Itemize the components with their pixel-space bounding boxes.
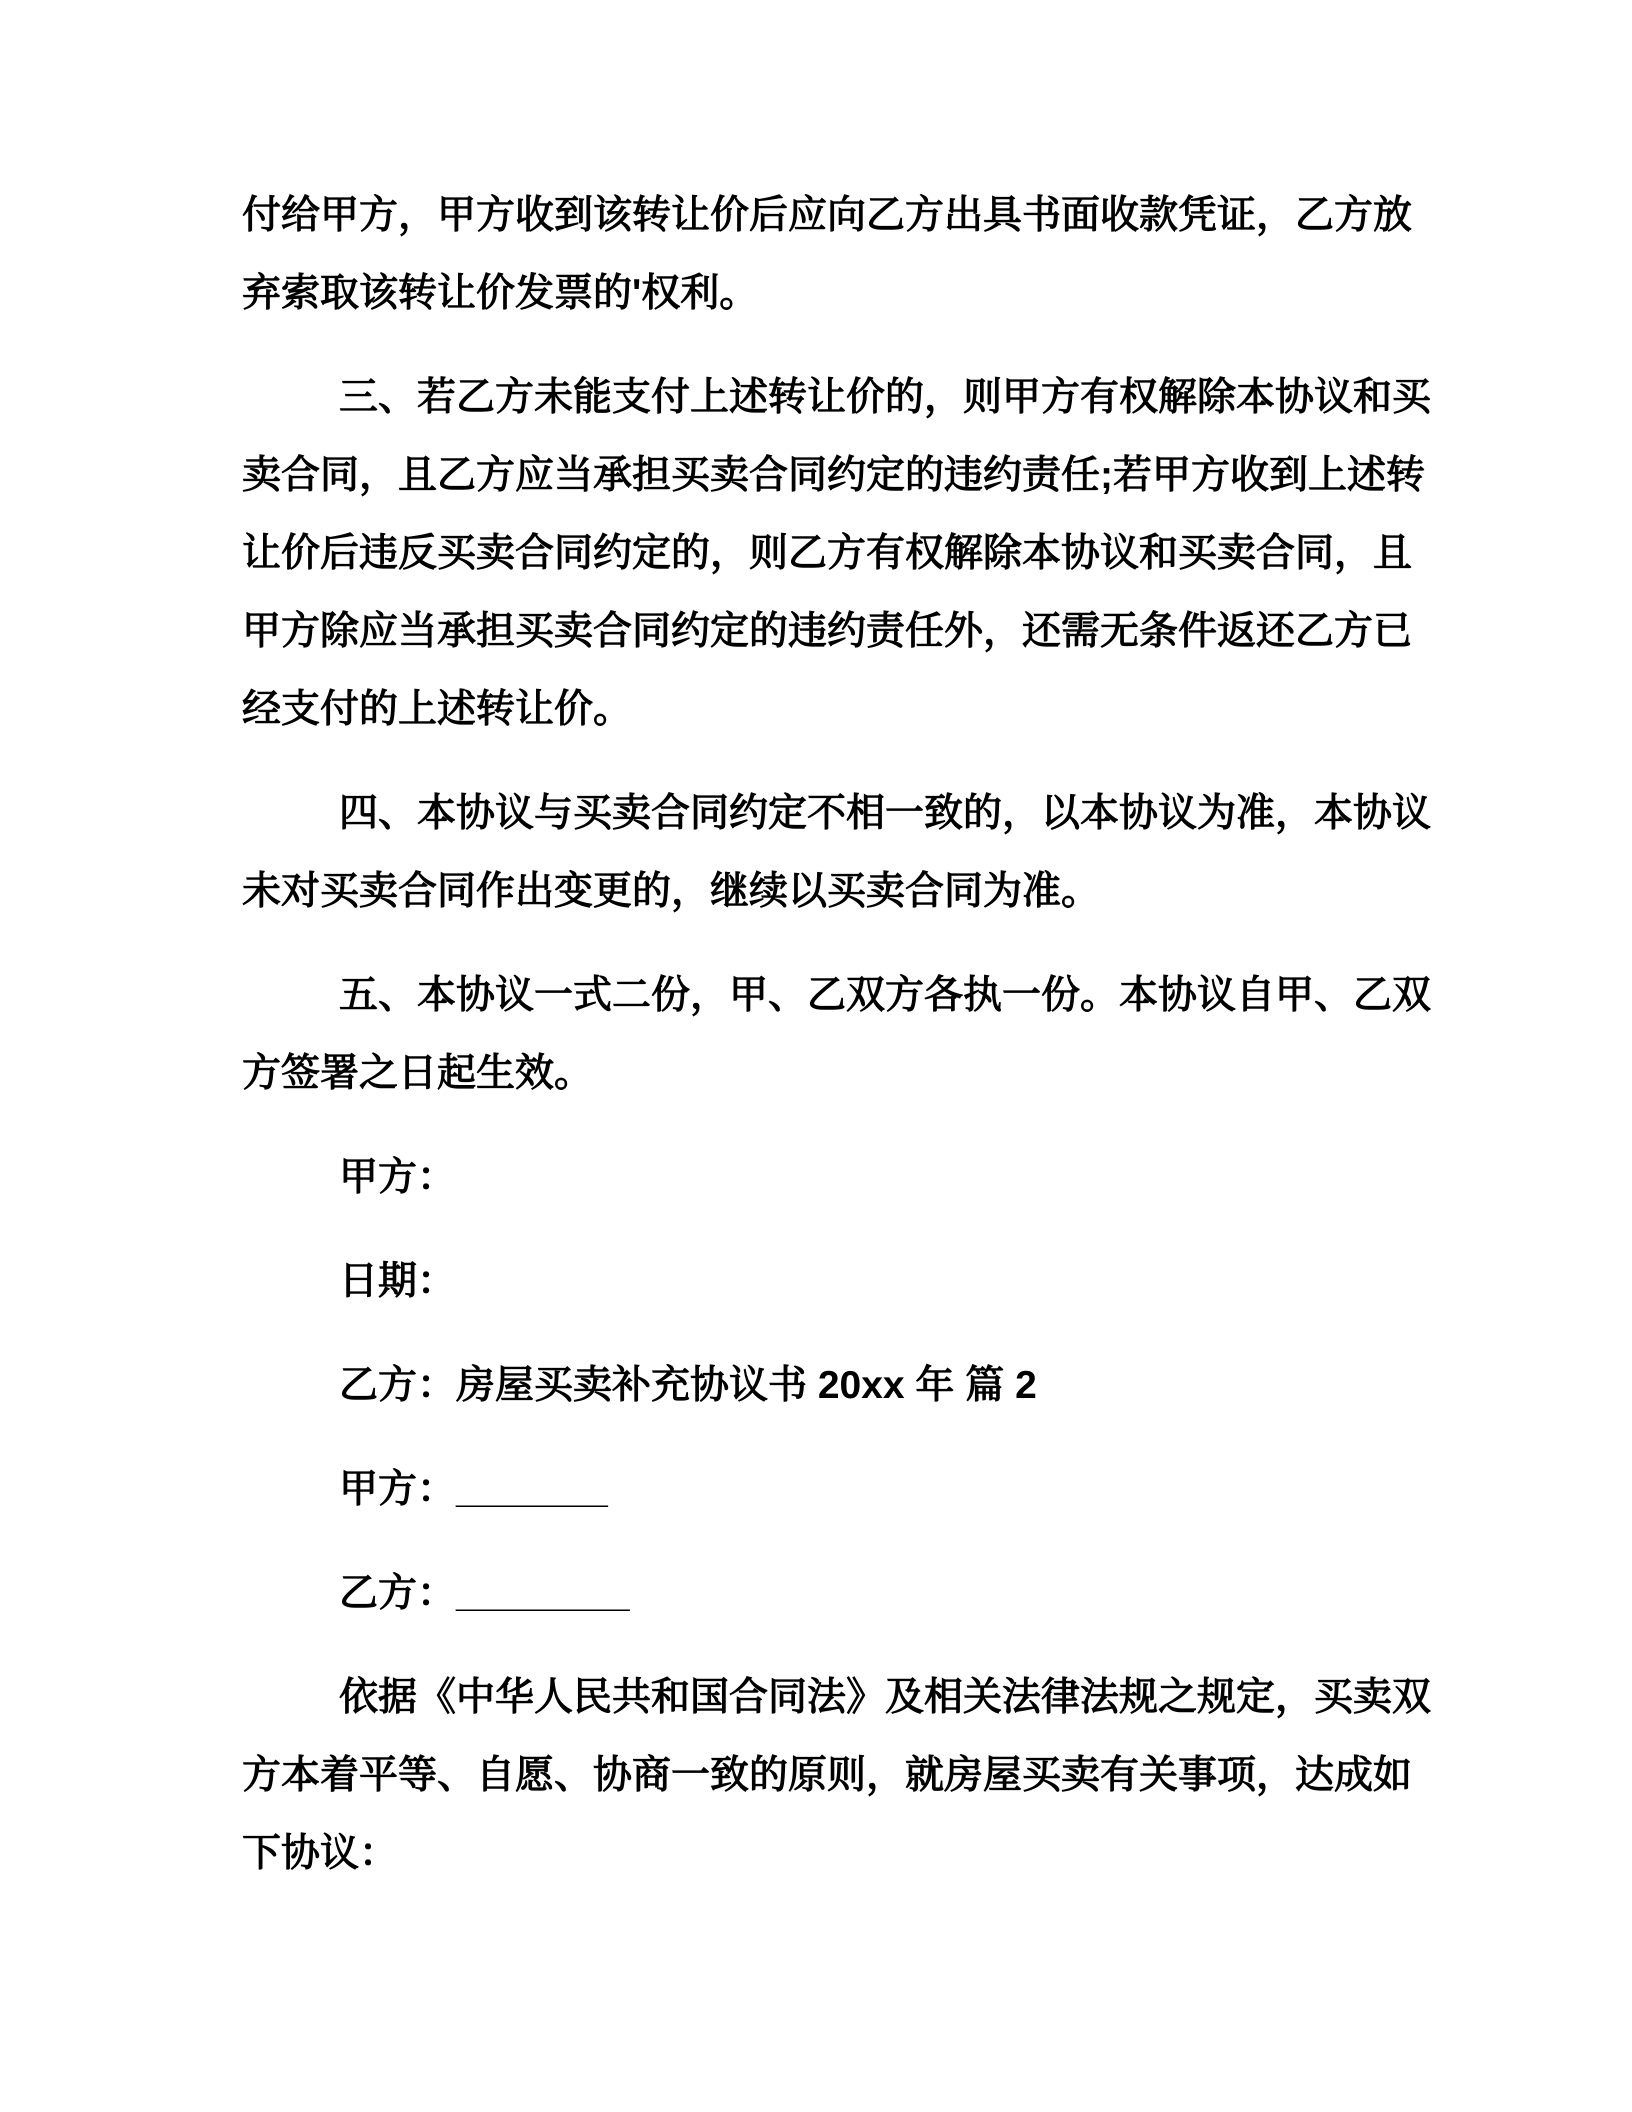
paragraph: 日期： (339, 1260, 457, 1303)
paragraph: 乙方：________ (339, 1572, 630, 1615)
document-content (242, 177, 1437, 1893)
paragraph: 甲方： (339, 1156, 457, 1199)
paragraph: 乙方：房屋买卖补充协议书 20xx 年 篇 2 (339, 1364, 1037, 1407)
paragraph: 甲方：_______ (339, 1468, 608, 1511)
paragraph: 五、本协议一式二份，甲、乙双方各执一份。本协议自甲、乙双方签署之日起生效。 (242, 974, 1432, 1095)
paragraph: 依据《中华人民共和国合同法》及相关法律法规之规定，买卖双方本着平等、自愿、协商一致的原则，就房屋买卖有关事项，达成如下协议： (242, 1676, 1432, 1875)
paragraph: 付给甲方，甲方收到该转让价后应向乙方出具书面收款凭证，乙方放弃索取该转让价发票的'权利。 (242, 194, 1413, 315)
paragraph: 三、若乙方未能支付上述转让价的，则甲方有权解除本协议和买卖合同，且乙方应当承担买卖合同约定的违约责任;若甲方收到上述转让价后违反买卖合同约定的，则乙方有权解除本协议和买卖合同，且甲方除应当承担买卖合同约定的违约责任外，还需无条件返还乙方已经支付的上述转让价。 (242, 376, 1432, 731)
paragraph: 四、本协议与买卖合同约定不相一致的，以本协议为准，本协议未对买卖合同作出变更的，继续以买卖合同为准。 (242, 792, 1432, 913)
